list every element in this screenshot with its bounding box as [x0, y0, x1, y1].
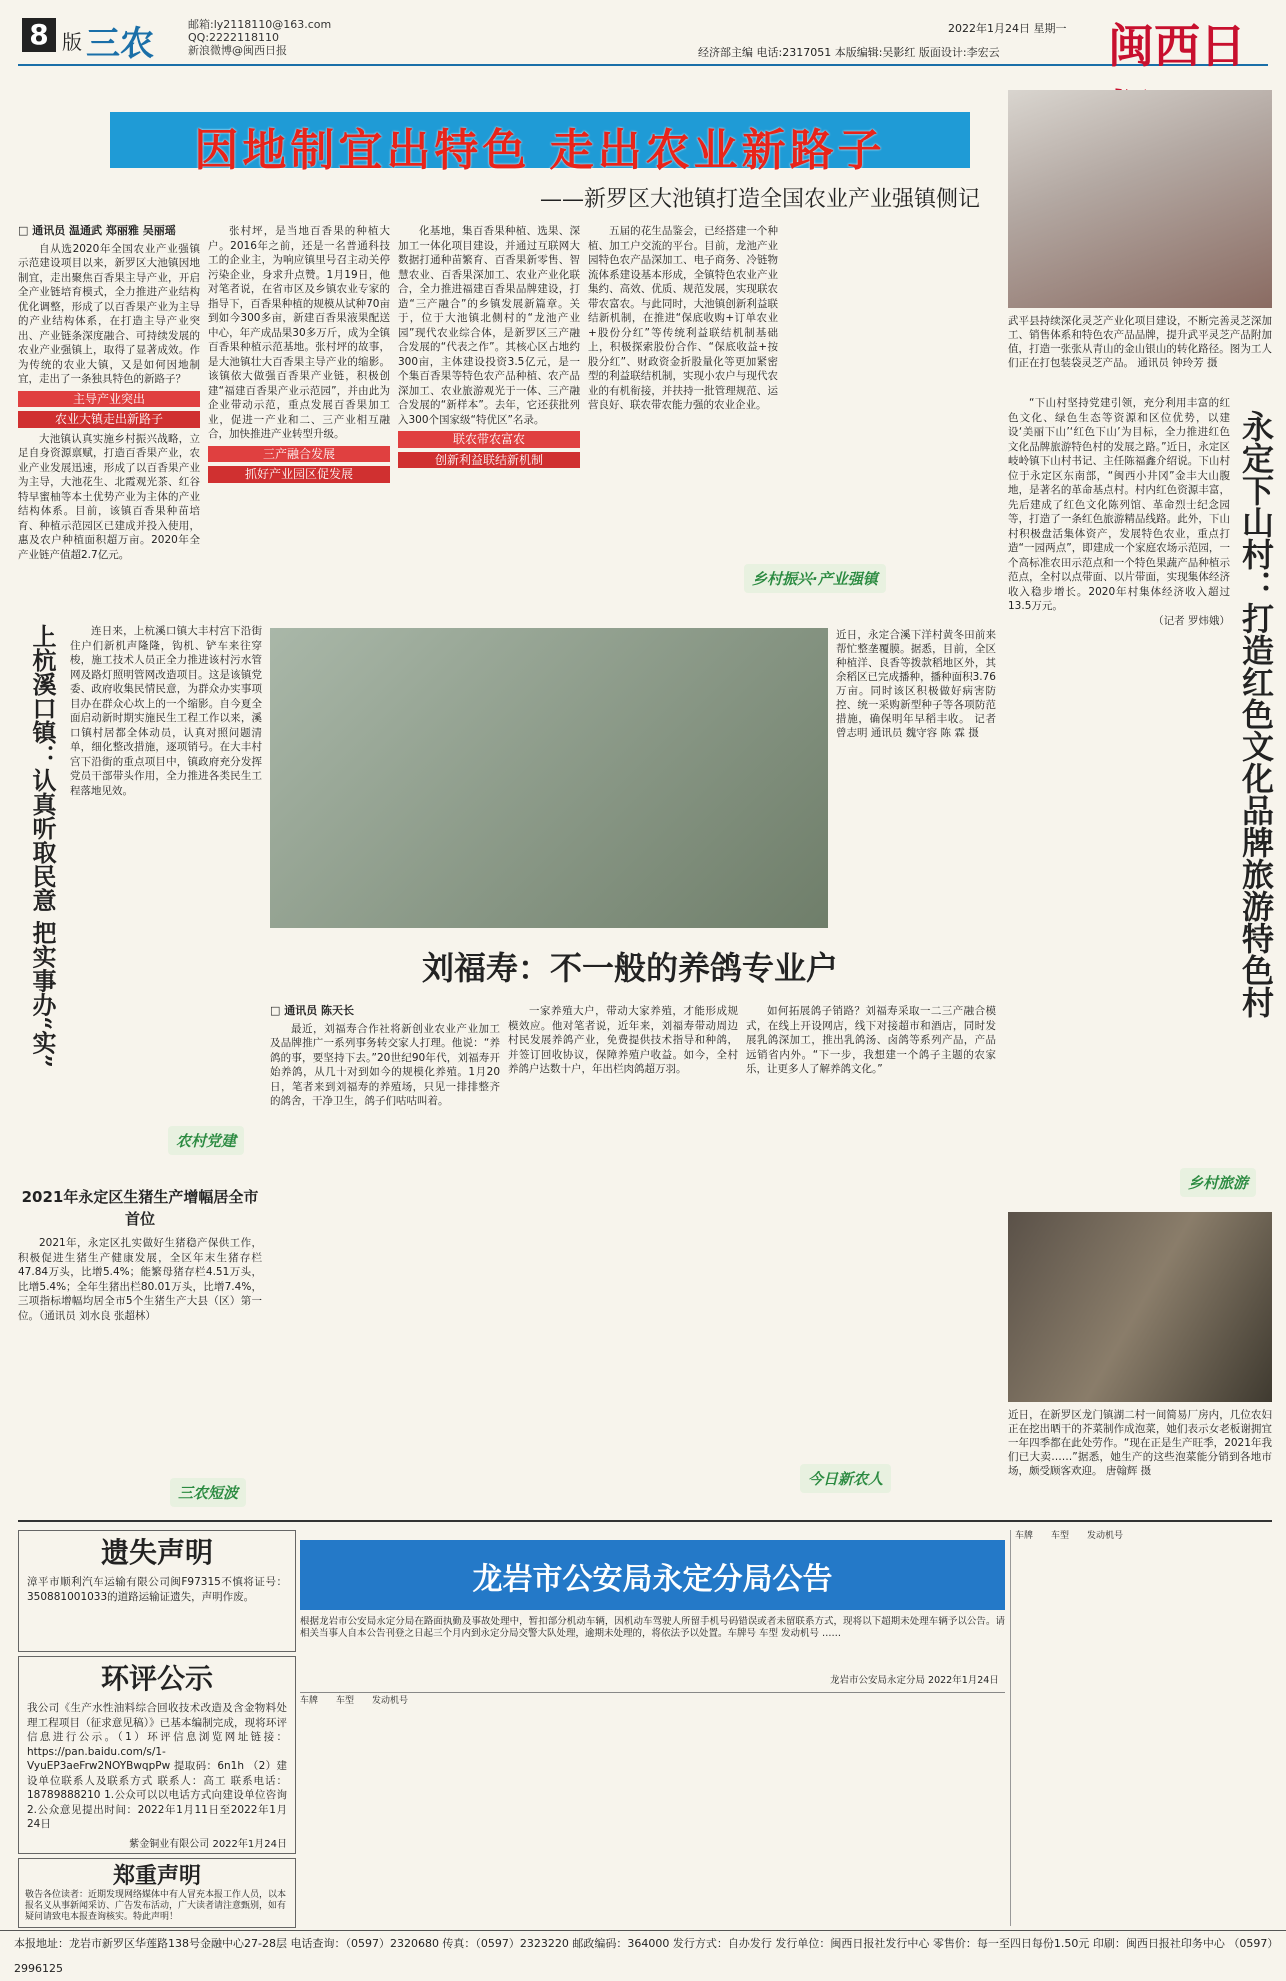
lead-para-2: 大池镇认真实施乡村振兴战略，立足自身资源禀赋，打造百香果产业，农业产业发展迅速，形成了以百香果产业为主导，大池花生、北霞观光茶、红谷特早蜜柚等本土优势产业为主体的产业结构体系。目前，该镇百香果种苗培育、种植示范园区已建成并投入使用，惠及农户种植面积超万亩。2020年全产业链产值超2.7亿元。 — [18, 432, 200, 561]
issue-date: 2022年1月24日 星期一 — [948, 22, 1067, 35]
env-text: 我公司《生产水性油料综合回收技术改造及含金物料处理工程项目（征求意见稿）》已基本编制完成，现将环评信息进行公示。（1）环评信息浏览网址链接：https://pan.baidu.com/s/1-VyuEP3aeFrw2NOYBwqpPw 提取码：6n1h （2）建设单位联系人及联系方式 联系人：高工 联系电话：18789888210 1.公众可以以电话方式向建设单位咨询 2.公众意见提出时间：2022年1月11日至2022年1月24日 — [27, 1702, 287, 1830]
tag-short-news: 三农短波 — [170, 1478, 246, 1507]
subhead-bar-2: 三产融合发展 — [208, 446, 390, 463]
pigeon-column-1 — [270, 1004, 500, 1504]
vehicle-col-header-plate: 车牌 — [300, 1696, 319, 1706]
shanghang-text: 连日来，上杭溪口镇大丰村宫下沿街住户们新机声隆隆，钩机、铲车来往穿梭，施工技术人员正全力推进该村污水管网及路灯照明管网改造项目。这是该镇党委、政府收集民情民意，为群众办实事项目办在群众心坎上的一个缩影。自今夏全面启动新时期实施民生工程工作以来，溪口镇村居都全体动员，认真对照问题清单，细化整改措施，逐项销号。在大丰村宫下沿街的重点项目中，镇政府充分发挥党员干部带头作用，全力推进各类民生工程落地见效。 — [70, 625, 262, 797]
lead-column-3 — [398, 224, 580, 604]
pigeon-byline: □ 通讯员 陈天长 — [270, 1004, 355, 1017]
shanghang-text-block — [70, 624, 262, 1164]
yongding-text: “下山村坚持党建引领，充分利用丰富的红色文化、绿色生态等资源和区位优势，以建设‘美丽下山’‘红色下山’为目标，全力推进红色文化品牌旅游特色村的发展之路。”近日，永定区岐岭镇下山村书记、主任陈福鑫介绍说。下山村位于永定区东南部，“闽西小井冈”金丰大山腹地，是著名的革命基点村。村内红色资源丰富，先后建成了红色文化陈列馆、革命烈士纪念园等，打造了一条红色旅游精品线路。此外，下山村积极盘活集体资产，发展特色农业，重点打造“一园两点”，即建成一个家庭农场示范园，一个高标准农田示范点和一个特色果蔬产品种植示范点，全村以点带面、以片带面，实现集体经济收入稳步增长。2020年村集体经济收入超过13.5万元。 — [1008, 397, 1230, 612]
lead-byline: □ 通讯员 温通武 郑丽雅 吴丽瑶 — [18, 224, 176, 237]
photo3-caption: 近日，在新罗区龙门镇湖二村一间简易厂房内，几位农妇正在挖出晒干的芥菜制作成泡菜，她们表示女老板谢拥宜一年四季都在此处劳作。“现在正是生产旺季，2021年我们已大卖……”据悉，她生产的这些泡菜能分销到各地市场，颇受顾客欢迎。 唐翰辉 摄 — [1008, 1409, 1272, 1477]
vehicle-right-header-type: 车型 — [1051, 1531, 1070, 1541]
shanghang-title: 上杭溪口镇：认真听取民意 把实事办“实” — [28, 624, 57, 1068]
subhead-bar-2b: 抓好产业园区促发展 — [208, 466, 390, 483]
pig-news-title: 2021年永定区生猪生产增幅居全市首位 — [21, 1188, 259, 1228]
tag-new-farmer: 今日新农人 — [800, 1464, 891, 1493]
contact-weibo: 新浪微博@闽西日报 — [188, 44, 287, 57]
pig-news-block — [18, 1236, 262, 1466]
subhead-bar-1: 主导产业突出 — [18, 391, 200, 408]
lost-title: 遗失声明 — [100, 1536, 213, 1569]
yongding-byline: （记者 罗炜娥） — [1153, 614, 1230, 627]
lead-subhead: ——新罗区大池镇打造全国农业产业强镇侧记 — [539, 187, 980, 212]
yongding-text-block — [1008, 396, 1230, 1176]
editor-credits: 经济部主编 电话:2317051 本版编辑:吴影红 版面设计:李宏云 — [698, 46, 1000, 59]
lead-column-2 — [208, 224, 390, 604]
lead-para-4: 化基地，集百香果种植、选果、深加工一体化项目建设，并通过互联网大数据打通种苗繁育、百香果新零售、智慧农业、百香果深加工、农业产业化联合，全力推进福建百香果品牌建设，打造“三产融合”的乡镇发展新篇章。关于，位于大池镇北侧村的“龙池产业园”现代农业综合体，是新罗区三产融合发展的“代表之作”。其核心区占地约300亩，主体建设投资3.5亿元，是一个集百香果等特色农产品种植、农产品深加工、农业旅游观光于一体、三产融合发展的“新样本”。去年，它还获批列入300个国家级“特优区”名录。 — [398, 225, 580, 426]
contact-qq: QQ:2222118110 — [188, 31, 280, 44]
masthead-logo: 闽西日 — [1108, 19, 1246, 73]
lost-notice — [18, 1530, 296, 1652]
ads-divider — [18, 1520, 1272, 1522]
vehicle-table-right — [1010, 1530, 1277, 1926]
lead-headline: 因地制宜出特色 走出农业新路子 — [194, 125, 886, 176]
page-footer: 本报地址：龙岩市新罗区华莲路138号金融中心27-28层 电话查询：（0597）2320680 传真：（0597）2323220 邮政编码：364000 发行方式：自办发行 发行单位：闽西日报社发行中心 零售价：每一至四日每份1.50元 印刷：闽西日报社印务中心 （0597）2996125 — [0, 1930, 1286, 1955]
photo-pickle-making — [1008, 1212, 1272, 1402]
tag-rural-tourism: 乡村旅游 — [1180, 1168, 1256, 1197]
pigeon-para-2: 一家养殖大户，带动大家养殖，才能形成规模效应。他对笔者说，近年来，刘福寿带动周边村民发展养鸽产业，免费提供技术指导和种鸽，并签订回收协议，保障养殖户收益。如今，全村养鸽户达数十户，年出栏肉鸽超万羽。 — [508, 1005, 738, 1075]
photo1-caption: 武平县持续深化灵芝产业化项目建设，不断完善灵芝深加工、销售体系和特色农产品品牌，提升武平灵芝产品附加值，打造一张张从青山的金山银山的转化路径。图为工人们正在打包装袋灵芝产品。 通讯员 钟玲芳 摄 — [1008, 315, 1272, 369]
solemn-notice — [18, 1858, 296, 1928]
photo-ganoderma-packing — [1008, 90, 1272, 308]
vehicle-right-header-engine: 发动机号 — [1087, 1531, 1124, 1541]
page-header — [18, 14, 1268, 73]
pigeon-column-3 — [746, 1004, 996, 1424]
env-notice — [18, 1656, 296, 1854]
lost-text: 漳平市顺利汽车运输有限公司闽F97315不慎将证号：350881001033的道路运输证遗失，声明作废。 — [27, 1576, 287, 1603]
solemn-text: 敬告各位读者：近期发现网络媒体中有人冒充本报工作人员，以本报名义从事新闻采访、广告发布活动，广大读者请注意甄别，如有疑问请致电本报查询核实。特此声明！ — [25, 1890, 287, 1922]
police-notice-title: 龙岩市公安局永定分局公告 — [472, 1562, 833, 1597]
tag-rural-party: 农村党建 — [168, 1126, 244, 1155]
lead-para-3: 张村坪，是当地百香果的种植大户。2016年之前，还是一名普通科技工的企业主，为响应镇里号召主动关停污染企业，身求升点赞。1月19日，他对笔者说，在省市区及乡镇农业专家的指导下，百香果种植的规模从试种70亩到如今300多亩，新建百香果液果配送中心，年产成品果30多万斤，成为全镇百香果种植示范基地。张村坪的故事，是大池镇壮大百香果主导产业的缩影。该镇依大做强百香果产业链，积极创建“福建百香果产业示范园”，并由此为企业带动示范，重点发展百香果加工业，促进一产业和二、三产业相互融合，加快推进产业转型升级。 — [208, 225, 390, 440]
vehicle-right-header-plate: 车牌 — [1015, 1531, 1034, 1541]
page-number: 8 — [22, 18, 56, 52]
lead-column-4 — [588, 224, 778, 554]
pigeon-para-1: 最近，刘福寿合作社将新创业农业产业加工及品牌推广一系列事务转交家人打理。他说：“养鸽的事，要坚持下去。”20世纪90年代，刘福寿开始养鸽，从几十对到如今的规模化养殖。1月20日，笔者来到刘福寿的养殖场，只见一排排整齐的鸽舍，干净卫生，鸽子们咕咕叫着。 — [270, 1022, 500, 1107]
vehicle-col-header-type: 车型 — [336, 1696, 355, 1706]
police-notice-header — [300, 1540, 1005, 1610]
tag-rural-revitalization: 乡村振兴·产业强镇 — [744, 564, 886, 593]
pigeon-para-3: 如何拓展鸽子销路？刘福寿采取一二三产融合模式，在线上开设网店，线下对接超市和酒店，同时发展乳鸽深加工，推出乳鸽汤、卤鸽等系列产品，产品远销省内外。“下一步，我想建一个鸽子主题的农家乐，让更多人了解养鸽文化。” — [746, 1005, 996, 1075]
vehicle-col-header-engine: 发动机号 — [372, 1696, 409, 1706]
vehicle-table — [300, 1692, 1005, 1927]
subhead-bar-3: 联农带农富农 — [398, 431, 580, 448]
lead-para-5: 五届的花生品鉴会，已经搭建一个种植、加工户交流的平台。目前，龙池产业园特色农产品深加工、电子商务、冷链物流体系建设基本形成，全镇特色农业产业集约、高效、优质、规范发展，实现联农带农富农。与此同时，大池镇创新利益联结新机制，在推进“保底收购+订单农业+股份分红”等传统利益联结机制基础上，积极探索股份合作、“保底收益+按股分红”、财政资金折股量化等更加紧密型的利益联结机制，实现小农户与现代农业的有机衔接，并扶持一批管理规范、运营良好、联农带农能力强的农业企业。 — [588, 225, 778, 411]
subhead-bar-3b: 创新利益联结新机制 — [398, 452, 580, 469]
police-notice-intro: 根据龙岩市公安局永定分局在路面执勤及事故处理中，暂扣部分机动车辆，因机动车驾驶人所留手机号码错误或者未留联系方式，现将以下超期未处理车辆予以公告。请相关当事人自本公告刊登之日起三个月内到永定分局交警大队处理，逾期未处理的，将依法予以处置。车牌号 车型 发动机号 …… — [300, 1616, 1005, 1639]
photo2-caption: 近日，永定合溪下洋村黄冬田前来帮忙整垄覆膜。据悉，目前，全区种植洋、良香等拨款稻地区外，其余稻区已完成播种，播种面积3.76万亩。同时该区积极做好病害防控、统一采购新型种子等各项防范措施，确保明年早稻丰收。 记者 曾志明 通讯员 魏守容 陈 霖 摄 — [836, 629, 996, 739]
env-title: 环评公示 — [100, 1662, 213, 1695]
lead-para-1: 自从选2020年全国农业产业强镇示范建设项目以来，新罗区大池镇因地制宜，走出聚焦百香果主导产业，开启全产业链培育模式，全力推进产业结构优化调整，形成了以百香果产业为主导的产业结构体系，在打造主导产业突出、产业链条深度融合、可持续发展的农业产业强镇上，取得了显著成效。作为传统的农业大镇，又是如何因地制宜，走出了一条独具特色的新路子？ — [18, 242, 200, 385]
env-sign: 紫金铜业有限公司 2022年1月24日 — [129, 1839, 287, 1850]
subhead-bar-1b: 农业大镇走出新路子 — [18, 411, 200, 428]
contact-info — [188, 18, 331, 57]
lead-column-1 — [18, 224, 200, 604]
yongding-title: 永定下山村：打造红色文化品牌旅游特色村 — [1237, 410, 1275, 1018]
contact-email: 邮箱:ly2118110@163.com — [188, 18, 332, 31]
pigeon-column-2 — [508, 1004, 738, 1504]
page-ban: 版 — [62, 30, 82, 54]
solemn-title: 郑重声明 — [112, 1863, 201, 1889]
police-notice-sign: 龙岩市公安局永定分局 2022年1月24日 — [830, 1675, 999, 1686]
pigeon-title: 刘福寿：不一般的养鸽专业户 — [421, 949, 838, 987]
photo-rice-field — [270, 628, 828, 928]
pig-news-text: 2021年，永定区扎实做好生猪稳产保供工作，积极促进生猪生产健康发展，全区年末生猪存栏47.84万头，比增5.4%；能繁母猪存栏4.51万头，比增5.4%；全年生猪出栏80.01万头，比增7.4%，三项指标增幅均居全市5个生猪生产大县（区）第一位。（通讯员 刘水良 张超林） — [18, 1237, 262, 1322]
section-title: 三农 — [86, 24, 154, 64]
